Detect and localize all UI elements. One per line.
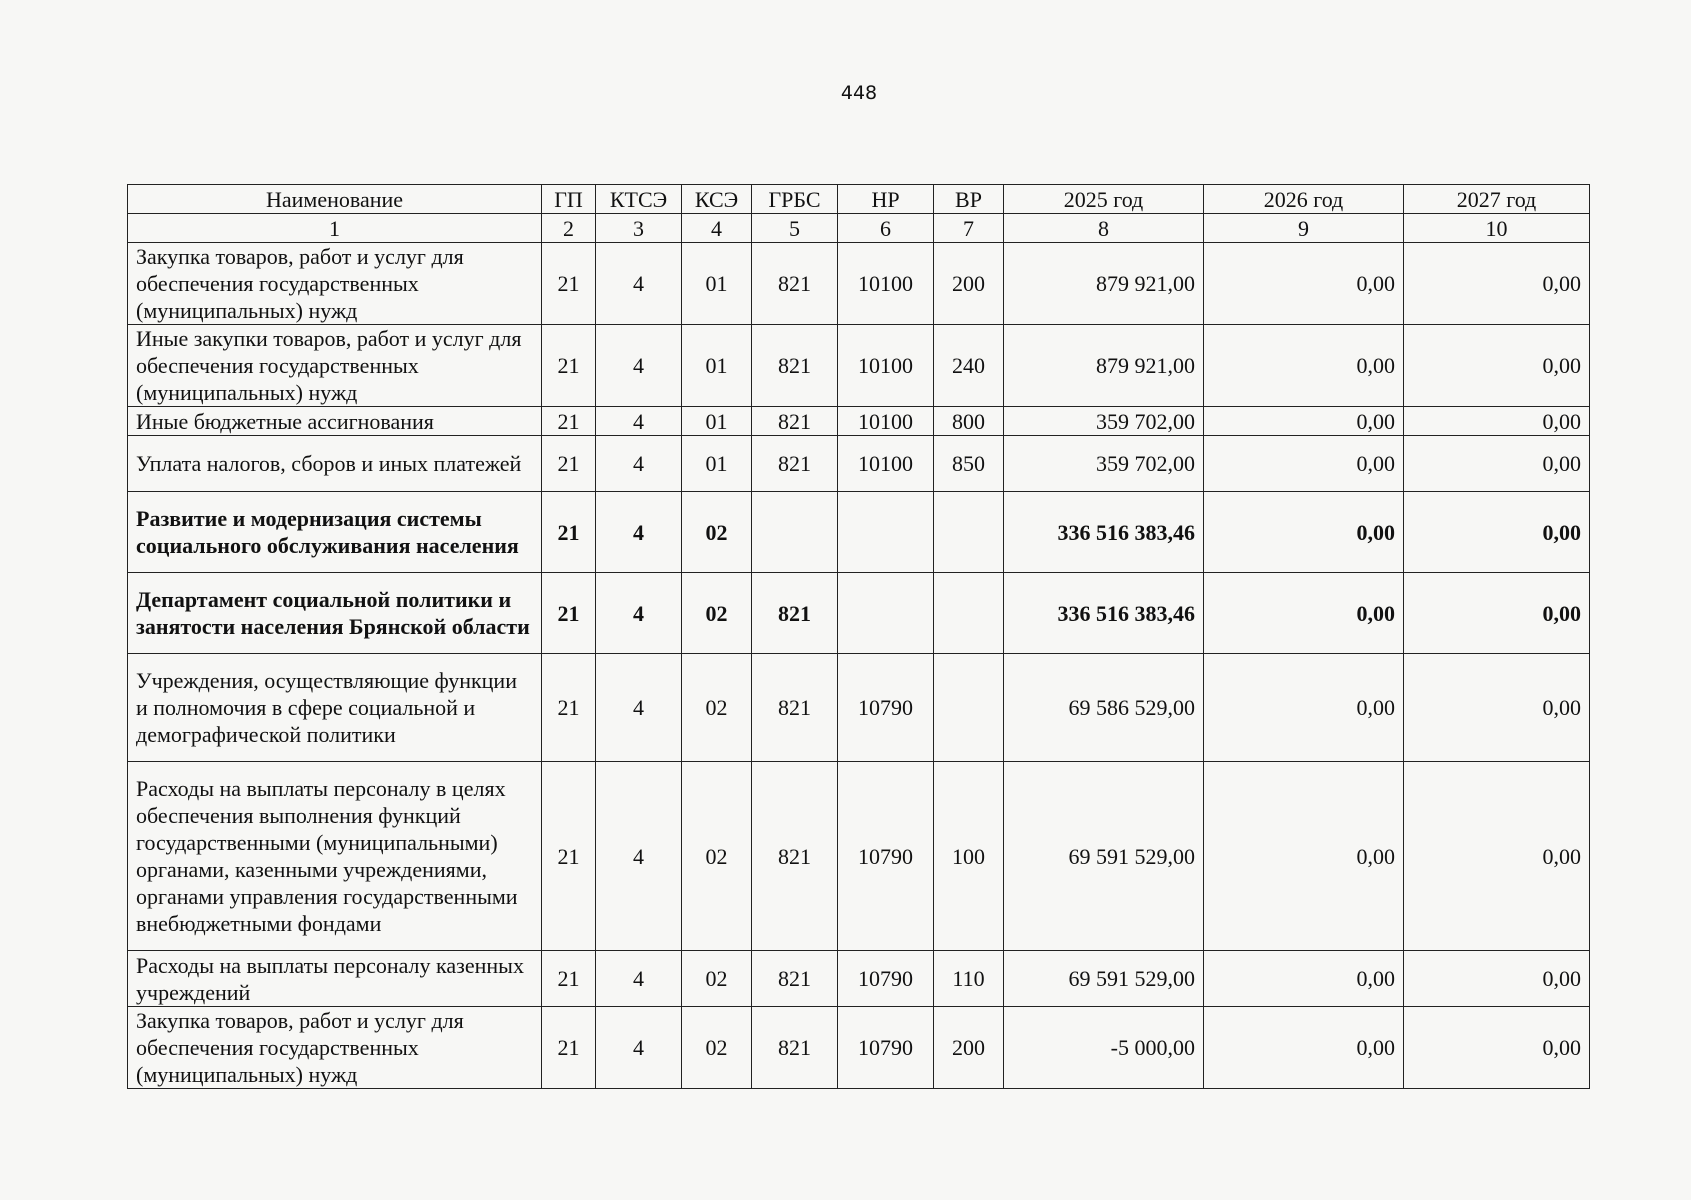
cell-nr: 10790: [838, 1007, 934, 1089]
cell-kse: 01: [682, 436, 752, 492]
cell-kse: 02: [682, 573, 752, 654]
header-name: Наименование: [128, 185, 542, 214]
cell-vr: 200: [934, 243, 1004, 325]
cell-ktse: 4: [596, 243, 682, 325]
header-gp: ГП: [542, 185, 596, 214]
cell-kse: 02: [682, 1007, 752, 1089]
cell-2026: 0,00: [1204, 492, 1404, 573]
cell-2025: 69 591 529,00: [1004, 762, 1204, 951]
cell-2026: 0,00: [1204, 762, 1404, 951]
header-ktse: КТСЭ: [596, 185, 682, 214]
cell-name: Иные бюджетные ассигнования: [128, 407, 542, 436]
cell-ktse: 4: [596, 654, 682, 762]
cell-name: Учреждения, осуществляющие функции и полномочия в сфере социальной и демографической политики: [128, 654, 542, 762]
cell-nr: 10790: [838, 951, 934, 1007]
cell-grbs: 821: [752, 573, 838, 654]
column-number: 6: [838, 214, 934, 243]
cell-2026: 0,00: [1204, 325, 1404, 407]
column-number-row: [128, 214, 1590, 243]
cell-vr: 240: [934, 325, 1004, 407]
column-number: 4: [682, 214, 752, 243]
cell-2025: 879 921,00: [1004, 243, 1204, 325]
column-number: 7: [934, 214, 1004, 243]
column-number: 1: [128, 214, 542, 243]
cell-gp: 21: [542, 243, 596, 325]
cell-grbs: 821: [752, 951, 838, 1007]
cell-kse: 02: [682, 654, 752, 762]
header-2027: 2027 год: [1404, 185, 1590, 214]
cell-name: Расходы на выплаты персоналу казенных учреждений: [128, 951, 542, 1007]
cell-2026: 0,00: [1204, 243, 1404, 325]
cell-name: Развитие и модернизация системы социального обслуживания населения: [128, 492, 542, 573]
cell-2027: 0,00: [1404, 951, 1590, 1007]
header-kse: КСЭ: [682, 185, 752, 214]
table-row: [128, 762, 1590, 951]
cell-grbs: 821: [752, 325, 838, 407]
cell-2026: 0,00: [1204, 573, 1404, 654]
header-2026: 2026 год: [1204, 185, 1404, 214]
table-row: [128, 436, 1590, 492]
column-number: 8: [1004, 214, 1204, 243]
cell-nr: [838, 573, 934, 654]
cell-gp: 21: [542, 325, 596, 407]
cell-ktse: 4: [596, 325, 682, 407]
cell-gp: 21: [542, 654, 596, 762]
cell-gp: 21: [542, 762, 596, 951]
cell-grbs: 821: [752, 762, 838, 951]
table-row: [128, 407, 1590, 436]
cell-2027: 0,00: [1404, 654, 1590, 762]
cell-ktse: 4: [596, 762, 682, 951]
header-nr: НР: [838, 185, 934, 214]
column-number: 5: [752, 214, 838, 243]
cell-vr: 200: [934, 1007, 1004, 1089]
cell-nr: [838, 492, 934, 573]
cell-nr: 10100: [838, 407, 934, 436]
cell-2025: 359 702,00: [1004, 407, 1204, 436]
cell-name: Расходы на выплаты персоналу в целях обеспечения выполнения функций государственными (муниципальными) органами, казенными учреждениями, органами управления государственными внебюджетными фондами: [128, 762, 542, 951]
column-number: 9: [1204, 214, 1404, 243]
cell-name: Иные закупки товаров, работ и услуг для обеспечения государственных (муниципальных) нужд: [128, 325, 542, 407]
table-row: [128, 325, 1590, 407]
cell-2027: 0,00: [1404, 243, 1590, 325]
cell-vr: [934, 654, 1004, 762]
cell-kse: 01: [682, 325, 752, 407]
table-row: [128, 492, 1590, 573]
cell-grbs: 821: [752, 407, 838, 436]
cell-kse: 01: [682, 407, 752, 436]
cell-2025: 336 516 383,46: [1004, 573, 1204, 654]
header-2025: 2025 год: [1004, 185, 1204, 214]
table-row: [128, 243, 1590, 325]
table-row: [128, 654, 1590, 762]
cell-name: Закупка товаров, работ и услуг для обеспечения государственных (муниципальных) нужд: [128, 1007, 542, 1089]
cell-vr: [934, 573, 1004, 654]
cell-2025: -5 000,00: [1004, 1007, 1204, 1089]
cell-vr: 100: [934, 762, 1004, 951]
cell-gp: 21: [542, 951, 596, 1007]
cell-kse: 02: [682, 762, 752, 951]
cell-grbs: 821: [752, 1007, 838, 1089]
table-row: [128, 1007, 1590, 1089]
cell-name: Закупка товаров, работ и услуг для обеспечения государственных (муниципальных) нужд: [128, 243, 542, 325]
cell-ktse: 4: [596, 951, 682, 1007]
column-number: 3: [596, 214, 682, 243]
header-row: [128, 185, 1590, 214]
cell-ktse: 4: [596, 1007, 682, 1089]
cell-2026: 0,00: [1204, 1007, 1404, 1089]
cell-2027: 0,00: [1404, 762, 1590, 951]
cell-nr: 10790: [838, 762, 934, 951]
cell-2027: 0,00: [1404, 492, 1590, 573]
cell-nr: 10100: [838, 243, 934, 325]
cell-2025: 69 591 529,00: [1004, 951, 1204, 1007]
cell-kse: 01: [682, 243, 752, 325]
page-number: 448: [840, 82, 878, 104]
cell-vr: [934, 492, 1004, 573]
cell-grbs: 821: [752, 436, 838, 492]
cell-2026: 0,00: [1204, 436, 1404, 492]
cell-ktse: 4: [596, 436, 682, 492]
table-row: [128, 573, 1590, 654]
cell-2027: 0,00: [1404, 573, 1590, 654]
cell-nr: 10100: [838, 325, 934, 407]
cell-2027: 0,00: [1404, 407, 1590, 436]
cell-gp: 21: [542, 1007, 596, 1089]
cell-name: Уплата налогов, сборов и иных платежей: [128, 436, 542, 492]
cell-ktse: 4: [596, 573, 682, 654]
cell-grbs: 821: [752, 654, 838, 762]
cell-name: Департамент социальной политики и занятости населения Брянской области: [128, 573, 542, 654]
cell-vr: 850: [934, 436, 1004, 492]
column-number: 10: [1404, 214, 1590, 243]
cell-gp: 21: [542, 573, 596, 654]
table-row: [128, 951, 1590, 1007]
cell-grbs: [752, 492, 838, 573]
cell-2026: 0,00: [1204, 407, 1404, 436]
cell-2025: 879 921,00: [1004, 325, 1204, 407]
cell-kse: 02: [682, 492, 752, 573]
cell-2025: 336 516 383,46: [1004, 492, 1204, 573]
header-vr: ВР: [934, 185, 1004, 214]
cell-2025: 359 702,00: [1004, 436, 1204, 492]
cell-gp: 21: [542, 407, 596, 436]
cell-nr: 10100: [838, 436, 934, 492]
cell-vr: 110: [934, 951, 1004, 1007]
cell-2027: 0,00: [1404, 325, 1590, 407]
column-number: 2: [542, 214, 596, 243]
cell-nr: 10790: [838, 654, 934, 762]
cell-2025: 69 586 529,00: [1004, 654, 1204, 762]
cell-2027: 0,00: [1404, 1007, 1590, 1089]
cell-2026: 0,00: [1204, 951, 1404, 1007]
cell-gp: 21: [542, 436, 596, 492]
budget-table: [127, 184, 1590, 1089]
header-grbs: ГРБС: [752, 185, 838, 214]
cell-grbs: 821: [752, 243, 838, 325]
cell-ktse: 4: [596, 407, 682, 436]
cell-kse: 02: [682, 951, 752, 1007]
cell-gp: 21: [542, 492, 596, 573]
cell-2026: 0,00: [1204, 654, 1404, 762]
cell-ktse: 4: [596, 492, 682, 573]
cell-2027: 0,00: [1404, 436, 1590, 492]
cell-vr: 800: [934, 407, 1004, 436]
